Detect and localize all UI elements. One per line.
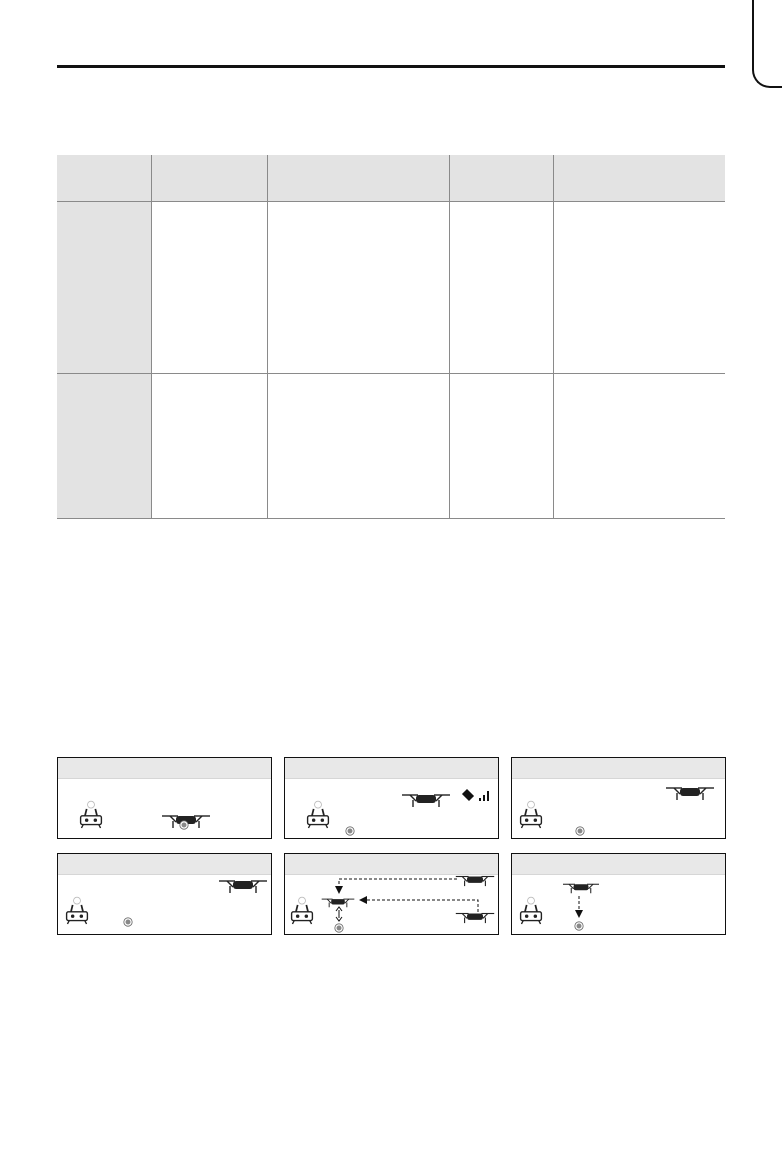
- rth-diagram-4: [57, 853, 272, 935]
- diagram-illustration: [285, 758, 499, 839]
- diagram-illustration: [58, 854, 272, 935]
- return-path-arrows: [336, 879, 478, 921]
- table-cell: [151, 202, 267, 374]
- table-header-cell: [151, 155, 267, 202]
- table-cell: [267, 202, 449, 374]
- table-cell: [449, 374, 553, 519]
- remote-controller-icon: [67, 897, 88, 924]
- home-point-icon: [124, 918, 132, 926]
- rth-diagram-6: [511, 853, 726, 935]
- rth-diagram-1: [57, 757, 272, 839]
- rth-diagram-5: [284, 853, 499, 935]
- drone-icon: [402, 795, 450, 807]
- remote-controller-icon: [521, 801, 542, 828]
- home-point-icon: [575, 922, 583, 930]
- table-row-label: [57, 202, 151, 374]
- rth-diagram-3: [511, 757, 726, 839]
- table-header-cell: [449, 155, 553, 202]
- diagram-illustration: [58, 758, 272, 839]
- remote-controller-icon: [308, 801, 329, 828]
- table-row: [57, 374, 725, 519]
- header-rule: [57, 65, 725, 68]
- remote-controller-icon: [521, 897, 542, 924]
- table-cell: [449, 202, 553, 374]
- drone-icon: [456, 877, 494, 887]
- table-header-cell: [57, 155, 151, 202]
- home-point-icon: [335, 924, 343, 932]
- diagram-illustration: [512, 854, 726, 935]
- remote-controller-icon: [292, 897, 313, 924]
- drone-icon: [322, 899, 355, 907]
- drone-icon: [456, 914, 494, 924]
- diagram-illustration: [512, 758, 726, 839]
- table-cell: [553, 374, 725, 519]
- specification-table: [57, 155, 725, 519]
- home-point-icon: [180, 821, 188, 829]
- drone-icon: [563, 884, 599, 893]
- rth-diagram-2: [284, 757, 499, 839]
- satellite-signal-icon: [463, 790, 489, 801]
- table-cell: [151, 374, 267, 519]
- table-header-cell: [267, 155, 449, 202]
- table-row-label: [57, 374, 151, 519]
- home-point-icon: [346, 827, 354, 835]
- drone-icon: [219, 881, 267, 893]
- diagram-illustration: [285, 854, 499, 935]
- table-header-cell: [553, 155, 725, 202]
- remote-controller-icon: [81, 801, 102, 828]
- page-edge-tab: [752, 0, 782, 88]
- table-cell: [267, 374, 449, 519]
- table-header-row: [57, 155, 725, 202]
- table-row: [57, 202, 725, 374]
- table-cell: [553, 202, 725, 374]
- drone-icon: [666, 788, 714, 800]
- home-point-icon: [576, 827, 584, 835]
